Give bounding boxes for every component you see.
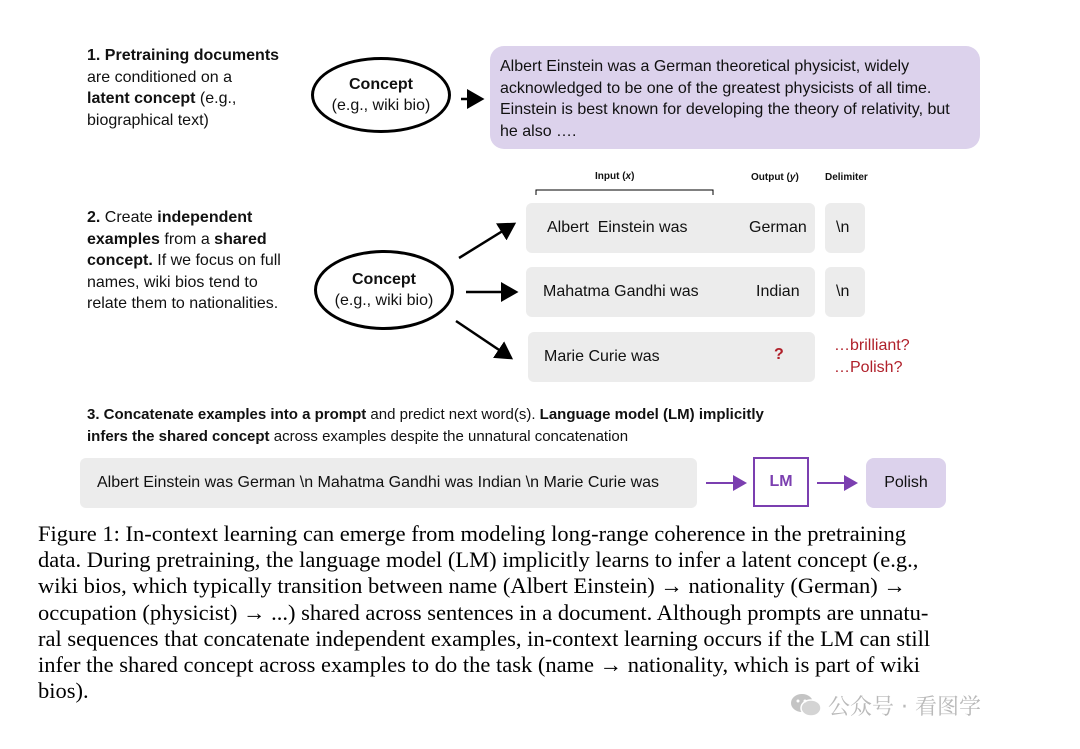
step3-b2: Language model (LM) implicitly	[539, 406, 764, 423]
step3-t1: and predict next word(s).	[366, 406, 540, 423]
input-bracket	[536, 190, 713, 195]
concept-title: Concept	[352, 271, 416, 288]
caption-line: occupation (physicist) → ...) shared across sentences in a document. Although prompts are unnatu-	[38, 599, 929, 625]
step2-b1: independent	[157, 209, 253, 226]
unknown-output: ?	[774, 346, 784, 363]
caption-line: ral sequences that concatenate independent examples, in-context learning occurs if the LM can still	[38, 625, 931, 651]
caption-line: Figure 1: In-context learning can emerge from modeling long-range coherence in the pretraining	[38, 521, 907, 546]
language-model-box	[753, 457, 809, 507]
step2-t1: Create	[100, 209, 158, 226]
prediction-box	[866, 458, 946, 508]
delimiter-text: \n	[836, 219, 850, 236]
caption-line: wiki bios, which typically transition between name (Albert Einstein) → nationality (German) →	[38, 573, 906, 599]
delimiter-text: \n	[836, 283, 850, 300]
step1-text2: (e.g.,	[195, 90, 237, 107]
arrow-concept-to-row-3	[456, 321, 511, 358]
step3-t2: across examples despite the unnatural concatenation	[269, 427, 629, 445]
concatenated-prompt-text: Albert Einstein was German \n Mahatma Gandhi was Indian \n Marie Curie was	[97, 474, 660, 491]
step1-label: 1. Pretraining documents	[87, 47, 280, 64]
concept-subtitle: (e.g., wiki bio)	[334, 292, 434, 309]
header-input: Input (x)	[595, 171, 635, 182]
watermark	[790, 690, 981, 721]
step2-t2: from a	[159, 230, 215, 248]
caption-line: bios).	[38, 678, 89, 704]
example-output: Indian	[756, 283, 800, 300]
step2-label: 2.	[87, 209, 101, 226]
step3-b1: 3. Concatenate examples into a prompt	[87, 406, 367, 423]
step1-text1: are conditioned on a	[87, 68, 232, 86]
concept-title: Concept	[349, 76, 413, 93]
step1-text3: biographical text)	[87, 111, 209, 129]
arrow-concept-to-row-1	[459, 224, 514, 258]
guess-1: …brilliant?	[834, 337, 910, 354]
example-input: Marie Curie was	[544, 348, 660, 365]
prediction-text: Polish	[884, 474, 928, 491]
header-output: Output (y)	[751, 172, 799, 183]
figure-caption	[38, 521, 1028, 704]
concept-subtitle: (e.g., wiki bio)	[331, 97, 431, 114]
step1-bold: latent concept	[87, 90, 196, 107]
example-input: Mahatma Gandhi was	[543, 283, 699, 300]
step2-t3: If we focus on full	[152, 252, 281, 269]
example-output: German	[749, 219, 807, 236]
step2-t4: names, wiki bios tend to	[87, 273, 258, 291]
step2-b2: examples	[87, 230, 160, 248]
step3-b3: infers the shared concept	[87, 427, 270, 445]
wechat-icon	[790, 693, 822, 717]
step2-b4: concept.	[87, 252, 153, 269]
watermark-text: 公众号 · 看图学	[828, 695, 981, 720]
caption-line: data. During pretraining, the language model (LM) implicitly learns to infer a latent concept (e.g.,	[38, 547, 919, 573]
lm-label: LM	[769, 473, 793, 490]
guess-2: …Polish?	[834, 359, 903, 376]
header-delimiter: Delimiter	[825, 172, 868, 183]
caption-line: infer the shared concept across examples to do the task (name → nationality, which is part of wiki	[38, 652, 921, 678]
document-text: Albert Einstein was a German theoretical physicist, widely acknowledged to be one of the greatest physicists of all time. Einstein is best known for developing the theory of relativity, but he also ….	[500, 58, 950, 140]
step3-text	[87, 404, 847, 447]
example-input: Albert Einstein was	[547, 219, 688, 236]
step2-t5: relate them to nationalities.	[87, 295, 279, 312]
step2-b3: shared	[214, 230, 267, 248]
